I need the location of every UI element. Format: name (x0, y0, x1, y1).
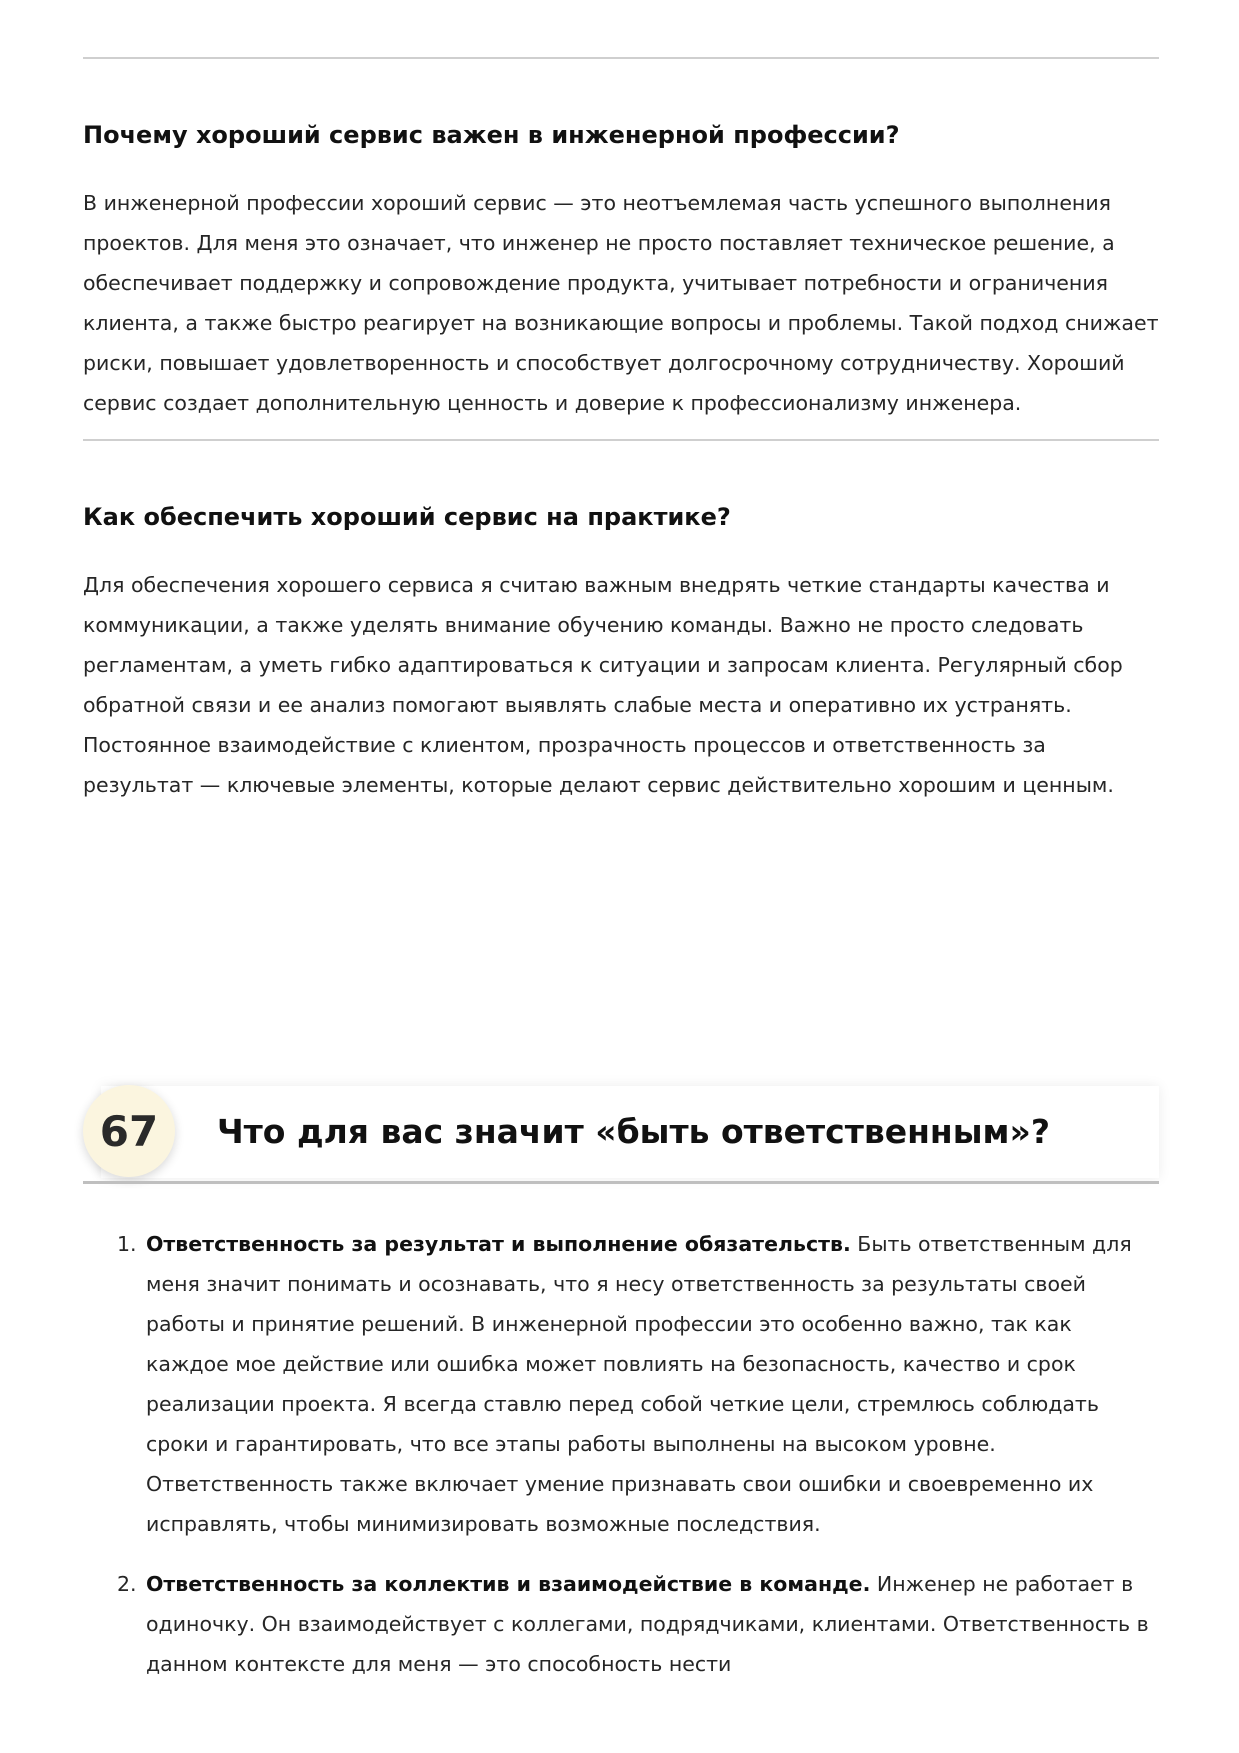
question-divider (83, 1181, 1159, 1184)
section-heading: Как обеспечить хороший сервис на практике? (83, 503, 731, 531)
list-item-bold-lead: Ответственность за коллектив и взаимодействие в команде. (146, 1572, 871, 1596)
divider (83, 57, 1159, 59)
question-number-badge: 67 (83, 1085, 175, 1177)
list-item-text: Быть ответственным для меня значит понимать и осознавать, что я несу ответственность за результаты своей работы и принятие решений. В инженерной профессии это особенно важно, так как каждое мое действие или ошибка может повлиять на безопасность, качество и срок реализации проекта. Я всегда ставлю перед собой четкие цели, стремлюсь соблюдать сроки и гарантировать, что все этапы работы выполнены на высоком уровне. Ответственность также включает умение признавать свои ошибки и своевременно их исправлять, чтобы минимизировать возможные последствия. (146, 1232, 1132, 1536)
list-item-bold-lead: Ответственность за результат и выполнение обязательств. (146, 1232, 851, 1256)
document-page (83, 0, 1159, 1676)
list-item-text: Инженер не работает в одиночку. Он взаимодействует с коллегами, подрядчиками, клиентами. Ответственность в данном контексте для меня — это способность нести (146, 1572, 1149, 1676)
list-item-number: 1. (117, 1232, 137, 1256)
question-title: Что для вас значит «быть ответственным»? (217, 1111, 1050, 1151)
list-item-number: 2. (117, 1572, 137, 1596)
answer-list (83, 1224, 1159, 1704)
question-header (83, 1080, 1159, 1182)
divider (83, 439, 1159, 441)
list-item (83, 1224, 1159, 1544)
section-paragraph: Для обеспечения хорошего сервиса я считаю важным внедрять четкие стандарты качества и коммуникации, а также уделять внимание обучению команды. Важно не просто следовать регламентам, а уметь гибко адаптироваться к ситуации и запросам клиента. Регулярный сбор обратной связи и ее анализ помогают выявлять слабые места и оперативно их устранять. Постоянное взаимодействие с клиентом, прозрачность процессов и ответственность за результат — ключевые элементы, которые делают сервис действительно хорошим и ценным. (83, 573, 1123, 797)
section-paragraph: В инженерной профессии хороший сервис — это неотъемлемая часть успешного выполнения проектов. Для меня это означает, что инженер не просто поставляет техническое решение, а обеспечивает поддержку и сопровождение продукта, учитывает потребности и ограничения клиента, а также быстро реагирует на возникающие вопросы и проблемы. Такой подход снижает риски, повышает удовлетворенность и способствует долгосрочному сотрудничеству. Хороший сервис создает дополнительную ценность и доверие к профессионализму инженера. (83, 191, 1159, 415)
list-item (83, 1564, 1159, 1684)
section-heading: Почему хороший сервис важен в инженерной профессии? (83, 121, 900, 149)
